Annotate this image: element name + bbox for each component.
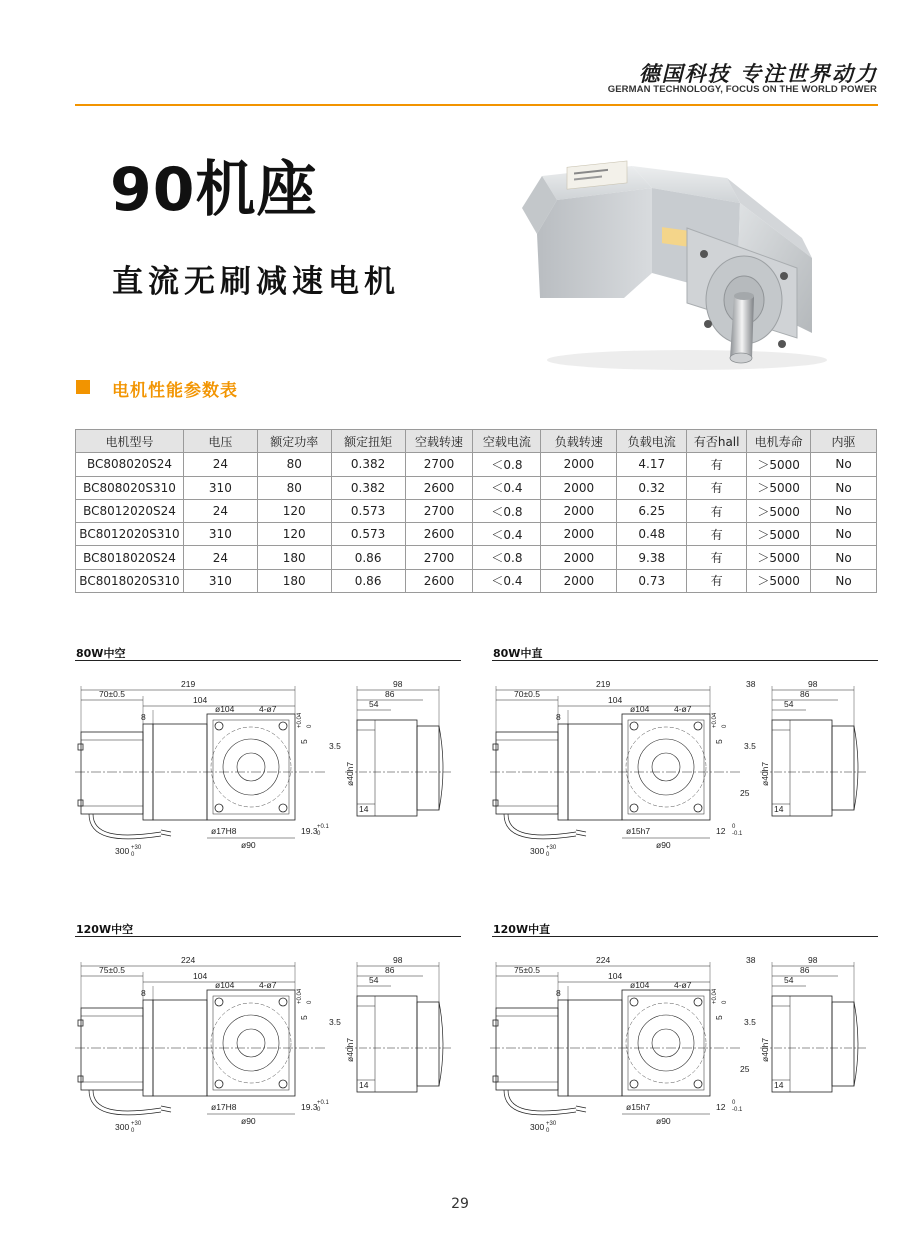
dimension-label-side-key-tol: +0.04 — [712, 712, 718, 728]
dimension-label-side-total: 98 — [393, 679, 403, 689]
dimension-label-cable-tol2: 0 — [546, 852, 550, 858]
dimension-label-side-mid: 86 — [800, 965, 810, 975]
dimension-label-shaft: ø17H8 — [211, 826, 237, 836]
table-cell: 0.48 — [617, 523, 687, 546]
dimension-drawing-120w-solid — [490, 944, 876, 1144]
dimension-label-offset-tol: +0.1 — [317, 1100, 329, 1106]
column-header: 负载电流 — [617, 430, 687, 453]
dimension-label-side-pilot: ø40h7 — [760, 761, 770, 786]
drawing-rule — [75, 936, 461, 937]
table-cell: 9.38 — [617, 546, 687, 569]
dimension-label-offset-tol2: -0.1 — [732, 1107, 743, 1113]
table-cell: 24 — [183, 499, 257, 522]
dimension-label-side-shaft: 25 — [740, 1064, 750, 1074]
dimension-label-side-mid: 86 — [385, 689, 395, 699]
column-header: 空载电流 — [473, 430, 541, 453]
column-header: 额定扭矩 — [331, 430, 405, 453]
dimension-label-gap: 8 — [141, 712, 146, 722]
column-header: 负载转速 — [541, 430, 617, 453]
dimension-label-side-key-tol2: 0 — [722, 1000, 728, 1004]
table-cell: 0.73 — [617, 569, 687, 592]
dimension-label-side-key-tol2: 0 — [722, 724, 728, 728]
dimension-label-flange: ø104 — [215, 980, 235, 990]
table-cell: 0.86 — [331, 569, 405, 592]
dimension-label-pilot: ø90 — [656, 1116, 671, 1126]
section-marker — [76, 380, 90, 394]
table-cell: BC808020S310 — [76, 476, 184, 499]
dimension-label-side-key-tol: +0.04 — [712, 988, 718, 1004]
table-cell: ＞5000 — [747, 523, 811, 546]
dimension-label-holes: 4-ø7 — [259, 980, 277, 990]
dimension-label-first: 75±0.5 — [514, 965, 540, 975]
dimension-label-second: 104 — [193, 695, 208, 705]
dimension-label-side-key: 5 — [714, 739, 724, 744]
dimension-label-offset: 12 — [716, 826, 726, 836]
table-cell: BC8012020S310 — [76, 523, 184, 546]
dimension-label-holes: 4-ø7 — [674, 704, 692, 714]
table-cell: 120 — [257, 499, 331, 522]
drawing-label-120w-hollow: 120W中空 — [76, 923, 134, 936]
table-cell: 有 — [687, 499, 747, 522]
dimension-label-side-key-tol2: 0 — [307, 724, 313, 728]
table-cell: 4.17 — [617, 453, 687, 476]
dimension-label-offset-tol: +0.1 — [317, 824, 329, 830]
table-cell: No — [811, 453, 877, 476]
table-cell: 0.32 — [617, 476, 687, 499]
dimension-label-total: 219 — [596, 679, 611, 689]
table-cell: 0.573 — [331, 499, 405, 522]
dimension-label-shaft: ø17H8 — [211, 1102, 237, 1112]
motor-spec-table — [75, 429, 877, 593]
table-cell: No — [811, 546, 877, 569]
drawing-label-80w-solid: 80W中直 — [493, 647, 543, 660]
dimension-label-gap: 8 — [556, 988, 561, 998]
dimension-label-offset: 12 — [716, 1102, 726, 1112]
table-cell: 有 — [687, 569, 747, 592]
column-header: 内驱 — [811, 430, 877, 453]
table-cell: ＞5000 — [747, 453, 811, 476]
dimension-label-side-key: 5 — [299, 739, 309, 744]
dimension-label-side-total: 98 — [808, 955, 818, 965]
dimension-drawing-80w-solid — [490, 668, 876, 868]
dimension-label-gap: 8 — [141, 988, 146, 998]
table-row — [76, 569, 877, 592]
dimension-label-shaft: ø15h7 — [626, 1102, 651, 1112]
table-cell: ＜0.8 — [473, 546, 541, 569]
dimension-label-side-total: 98 — [808, 679, 818, 689]
table-cell: 310 — [183, 569, 257, 592]
column-header: 电压 — [183, 430, 257, 453]
table-cell: 6.25 — [617, 499, 687, 522]
dimension-label-pilot: ø90 — [241, 1116, 256, 1126]
dimension-label-side-total: 98 — [393, 955, 403, 965]
dimension-label-flange: ø104 — [630, 704, 650, 714]
dimension-label-first: 70±0.5 — [514, 689, 540, 699]
dimension-label-cable-tol2: 0 — [131, 1128, 135, 1134]
table-cell: ＜0.4 — [473, 569, 541, 592]
dimension-label-cable-tol: +30 — [131, 845, 142, 851]
dimension-label-side-key-tol: +0.04 — [297, 712, 303, 728]
dimension-label-side-shaft: 25 — [740, 788, 750, 798]
dimension-label-side-pilot: ø40h7 — [345, 1037, 355, 1062]
table-cell: 2600 — [405, 476, 473, 499]
slogan-chinese: 德国科技 专注世界动力 — [638, 61, 878, 86]
dimension-label-cable-tol: +30 — [131, 1121, 142, 1127]
table-cell: 2000 — [541, 546, 617, 569]
column-header: 有否hall — [687, 430, 747, 453]
dimension-label-cable: 300 — [530, 846, 545, 856]
table-cell: No — [811, 569, 877, 592]
table-cell: ＜0.4 — [473, 523, 541, 546]
drawing-rule — [75, 660, 461, 661]
table-cell: ＞5000 — [747, 476, 811, 499]
dimension-label-second: 104 — [193, 971, 208, 981]
column-header: 空载转速 — [405, 430, 473, 453]
dimension-label-second: 104 — [608, 971, 623, 981]
table-cell: 24 — [183, 546, 257, 569]
dimension-label-side-inner: 54 — [784, 975, 794, 985]
page-subtitle: 直流无刷减速电机 — [112, 264, 400, 300]
dimension-drawing-120w-hollow — [75, 944, 461, 1144]
dimension-label-first: 70±0.5 — [99, 689, 125, 699]
table-cell: 2700 — [405, 499, 473, 522]
dimension-label-cable-tol2: 0 — [546, 1128, 550, 1134]
table-cell: No — [811, 476, 877, 499]
dimension-label-flange: ø104 — [630, 980, 650, 990]
table-cell: 0.573 — [331, 523, 405, 546]
dimension-label-offset-tol2: 0 — [317, 831, 321, 837]
dimension-label-total: 224 — [181, 955, 196, 965]
dimension-label-first: 75±0.5 — [99, 965, 125, 975]
dimension-label-total: 224 — [596, 955, 611, 965]
dimension-label-side-mid: 86 — [385, 965, 395, 975]
dimension-label-side-key: 5 — [299, 1015, 309, 1020]
dimension-label-pilot: ø90 — [241, 840, 256, 850]
dimension-label-offset: 19.3 — [301, 826, 318, 836]
table-cell: 180 — [257, 546, 331, 569]
drawing-label-120w-solid: 120W中直 — [493, 923, 551, 936]
dimension-drawing-svg — [490, 944, 876, 1144]
table-cell: 310 — [183, 476, 257, 499]
drawing-label-80w-hollow: 80W中空 — [76, 647, 126, 660]
drawing-rule — [492, 936, 878, 937]
table-cell: ＞5000 — [747, 499, 811, 522]
table-cell: BC8012020S24 — [76, 499, 184, 522]
dimension-label-side-pilot: ø40h7 — [345, 761, 355, 786]
dimension-label-cable-tol2: 0 — [131, 852, 135, 858]
dimension-drawing-80w-hollow — [75, 668, 461, 868]
table-cell: 有 — [687, 546, 747, 569]
dimension-label-second: 104 — [608, 695, 623, 705]
drawing-rule — [492, 660, 878, 661]
dimension-label-side-mid: 86 — [800, 689, 810, 699]
table-cell: BC808020S24 — [76, 453, 184, 476]
table-header-row — [76, 430, 877, 453]
page-number: 29 — [451, 1196, 469, 1212]
dimension-label-side-h: 14 — [359, 804, 369, 814]
dimension-label-offset-tol: 0 — [732, 824, 736, 830]
table-cell: 80 — [257, 476, 331, 499]
slogan-english: GERMAN TECHNOLOGY, FOCUS ON THE WORLD POWER — [607, 84, 877, 95]
dimension-label-offset: 19.3 — [301, 1102, 318, 1112]
dimension-label-offset-tol: 0 — [732, 1100, 736, 1106]
table-cell: No — [811, 499, 877, 522]
dimension-label-holes: 4-ø7 — [259, 704, 277, 714]
column-header: 电机型号 — [76, 430, 184, 453]
table-cell: ＞5000 — [747, 546, 811, 569]
dimension-label-side-h: 14 — [774, 804, 784, 814]
table-cell: 2000 — [541, 453, 617, 476]
dimension-drawing-svg — [490, 668, 876, 868]
dimension-label-shaft: ø15h7 — [626, 826, 651, 836]
dimension-label-cable: 300 — [115, 1122, 130, 1132]
motor-product-image — [512, 148, 832, 378]
dimension-label-side-small: 3.5 — [329, 741, 341, 751]
table-cell: ＞5000 — [747, 569, 811, 592]
dimension-label-side-key: 5 — [714, 1015, 724, 1020]
dimension-drawing-svg — [75, 944, 461, 1144]
page-title: 90机座 — [110, 155, 318, 225]
dimension-label-side-inner: 54 — [784, 699, 794, 709]
dimension-label-side-ext: 38 — [746, 679, 756, 689]
table-cell: 80 — [257, 453, 331, 476]
table-cell: BC8018020S310 — [76, 569, 184, 592]
dimension-label-cable: 300 — [530, 1122, 545, 1132]
dimension-label-cable: 300 — [115, 846, 130, 856]
section-title: 电机性能参数表 — [112, 381, 238, 401]
table-cell: BC8018020S24 — [76, 546, 184, 569]
dimension-drawing-svg — [75, 668, 461, 868]
table-cell: 180 — [257, 569, 331, 592]
header-divider — [75, 104, 878, 106]
column-header: 电机寿命 — [747, 430, 811, 453]
dimension-label-side-pilot: ø40h7 — [760, 1037, 770, 1062]
table-cell: ＜0.8 — [473, 453, 541, 476]
table-cell: 2000 — [541, 523, 617, 546]
table-row — [76, 453, 877, 476]
dimension-label-side-key-tol: +0.04 — [297, 988, 303, 1004]
dimension-label-side-ext: 38 — [746, 955, 756, 965]
table-cell: 2600 — [405, 523, 473, 546]
dimension-label-total: 219 — [181, 679, 196, 689]
dimension-label-side-inner: 54 — [369, 975, 379, 985]
table-cell: ＜0.4 — [473, 476, 541, 499]
table-cell: 2000 — [541, 476, 617, 499]
table-cell: 有 — [687, 453, 747, 476]
dimension-label-pilot: ø90 — [656, 840, 671, 850]
table-cell: 2600 — [405, 569, 473, 592]
table-cell: 310 — [183, 523, 257, 546]
dimension-label-flange: ø104 — [215, 704, 235, 714]
column-header: 额定功率 — [257, 430, 331, 453]
dimension-label-side-h: 14 — [359, 1080, 369, 1090]
table-cell: 2700 — [405, 453, 473, 476]
table-row — [76, 476, 877, 499]
dimension-label-side-h: 14 — [774, 1080, 784, 1090]
table-cell: 有 — [687, 523, 747, 546]
dimension-label-gap: 8 — [556, 712, 561, 722]
table-cell: 0.382 — [331, 453, 405, 476]
table-cell: 24 — [183, 453, 257, 476]
table-row — [76, 499, 877, 522]
table-cell: ＜0.8 — [473, 499, 541, 522]
table-cell: 2000 — [541, 499, 617, 522]
table-cell: 2000 — [541, 569, 617, 592]
dimension-label-side-small: 3.5 — [329, 1017, 341, 1027]
dimension-label-side-inner: 54 — [369, 699, 379, 709]
dimension-label-cable-tol: +30 — [546, 1121, 557, 1127]
dimension-label-offset-tol2: -0.1 — [732, 831, 743, 837]
dimension-label-cable-tol: +30 — [546, 845, 557, 851]
dimension-label-holes: 4-ø7 — [674, 980, 692, 990]
table-cell: 2700 — [405, 546, 473, 569]
table-cell: 120 — [257, 523, 331, 546]
dimension-label-offset-tol2: 0 — [317, 1107, 321, 1113]
table-cell: No — [811, 523, 877, 546]
dimension-label-side-key-tol2: 0 — [307, 1000, 313, 1004]
table-cell: 有 — [687, 476, 747, 499]
table-row — [76, 546, 877, 569]
table-row — [76, 523, 877, 546]
dimension-label-side-small: 3.5 — [744, 741, 756, 751]
table-cell: 0.382 — [331, 476, 405, 499]
table-cell: 0.86 — [331, 546, 405, 569]
dimension-label-side-small: 3.5 — [744, 1017, 756, 1027]
